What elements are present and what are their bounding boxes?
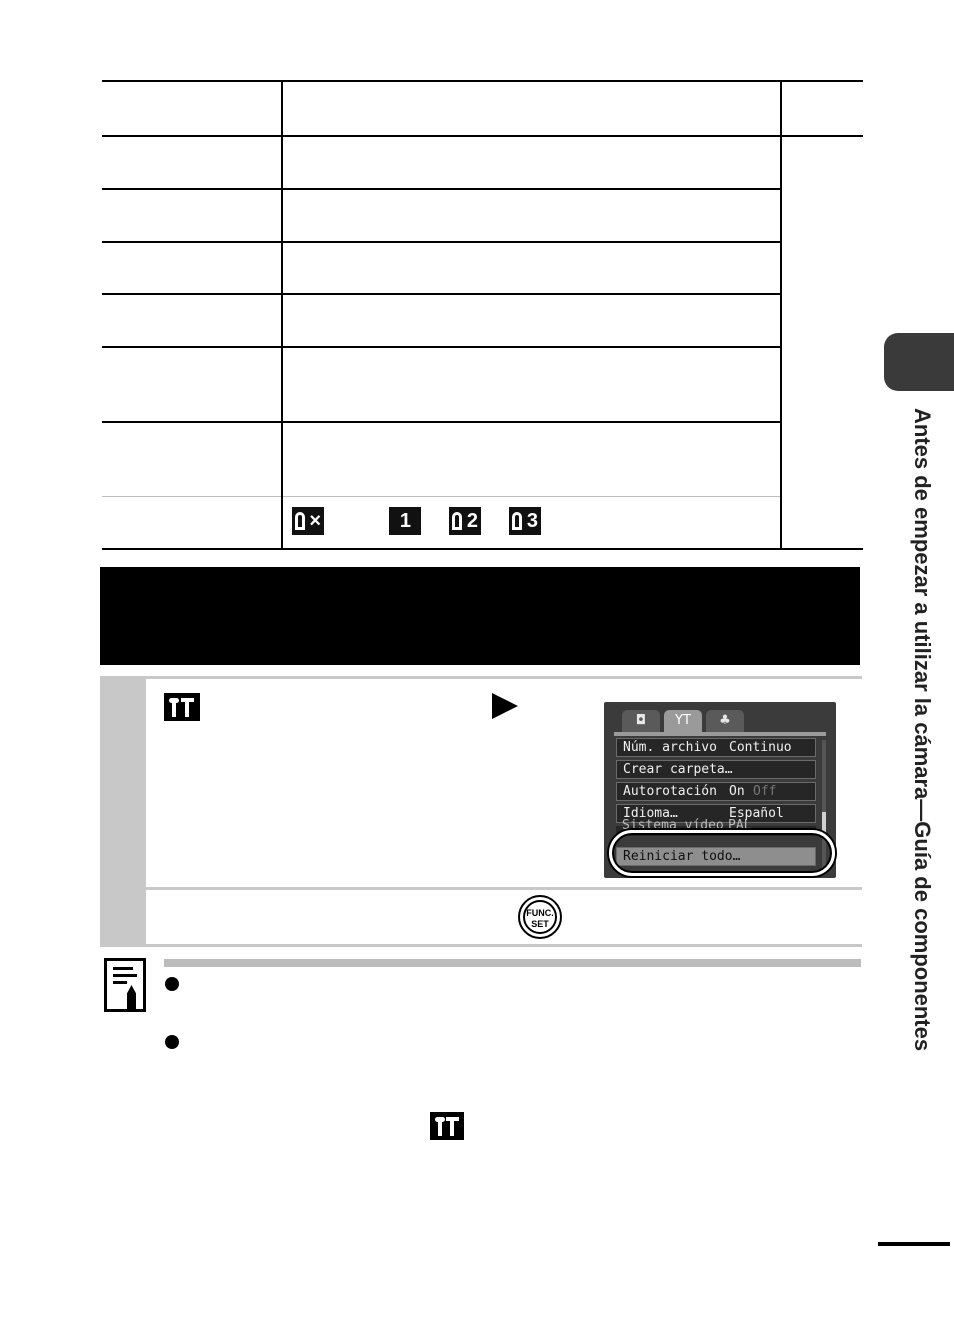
camera-menu-row: Núm. archivo Continuo — [616, 738, 816, 757]
table-rule — [102, 421, 782, 423]
step-rule-mid — [100, 887, 862, 890]
note-bullet — [165, 977, 179, 991]
table-rule-bottom — [102, 548, 863, 550]
arrow-right-icon — [492, 693, 518, 719]
section-banner — [100, 567, 860, 665]
mode-3-icon: 3 — [509, 507, 541, 535]
table-rule-header — [102, 135, 863, 137]
table-rule — [102, 241, 782, 243]
chapter-title-vertical: Antes de empezar a utilizar la cámara—Guía de componentes — [910, 408, 935, 1052]
page-number-rule — [878, 1242, 950, 1246]
table-rule-light — [102, 496, 782, 497]
note-icon — [104, 958, 146, 1012]
note-header-bar — [164, 959, 861, 967]
step-1-number-column — [100, 679, 146, 887]
table-rule — [102, 188, 782, 190]
camera-tab-shooting: ◘ — [622, 710, 660, 732]
highlight-oval — [609, 830, 835, 876]
camera-tab-settings: ҮТ — [664, 710, 702, 732]
step-rule-bottom — [100, 944, 862, 947]
table-column-divider — [780, 80, 782, 550]
camera-menu-row: Idioma… Español — [616, 804, 816, 823]
camera-menu-row-selected: Reiniciar todo… — [616, 847, 816, 866]
camera-menu-row: Sistema vídeo PAL — [616, 826, 816, 836]
note-bullet — [165, 1035, 179, 1049]
self-timer-off-icon: × — [292, 507, 324, 535]
camera-menu-row: Autorotación On Off — [616, 782, 816, 801]
chapter-tab — [884, 333, 954, 391]
settings-tab-icon — [164, 693, 200, 721]
func-set-button-icon: FUNC. SET — [518, 895, 562, 939]
table-rule — [102, 346, 782, 348]
step-rule-top — [100, 676, 862, 679]
table-rule-top — [102, 80, 863, 82]
mode-2-icon: 2 — [449, 507, 481, 535]
camera-menu-row: Crear carpeta… — [616, 760, 816, 779]
table-column-divider — [281, 80, 283, 550]
mode-1-icon: 1 — [389, 507, 421, 535]
camera-tab-mymenu: ♣ — [706, 710, 744, 732]
table-rule — [102, 293, 782, 295]
step-2-number-column — [100, 890, 146, 944]
settings-tab-icon — [430, 1112, 464, 1140]
